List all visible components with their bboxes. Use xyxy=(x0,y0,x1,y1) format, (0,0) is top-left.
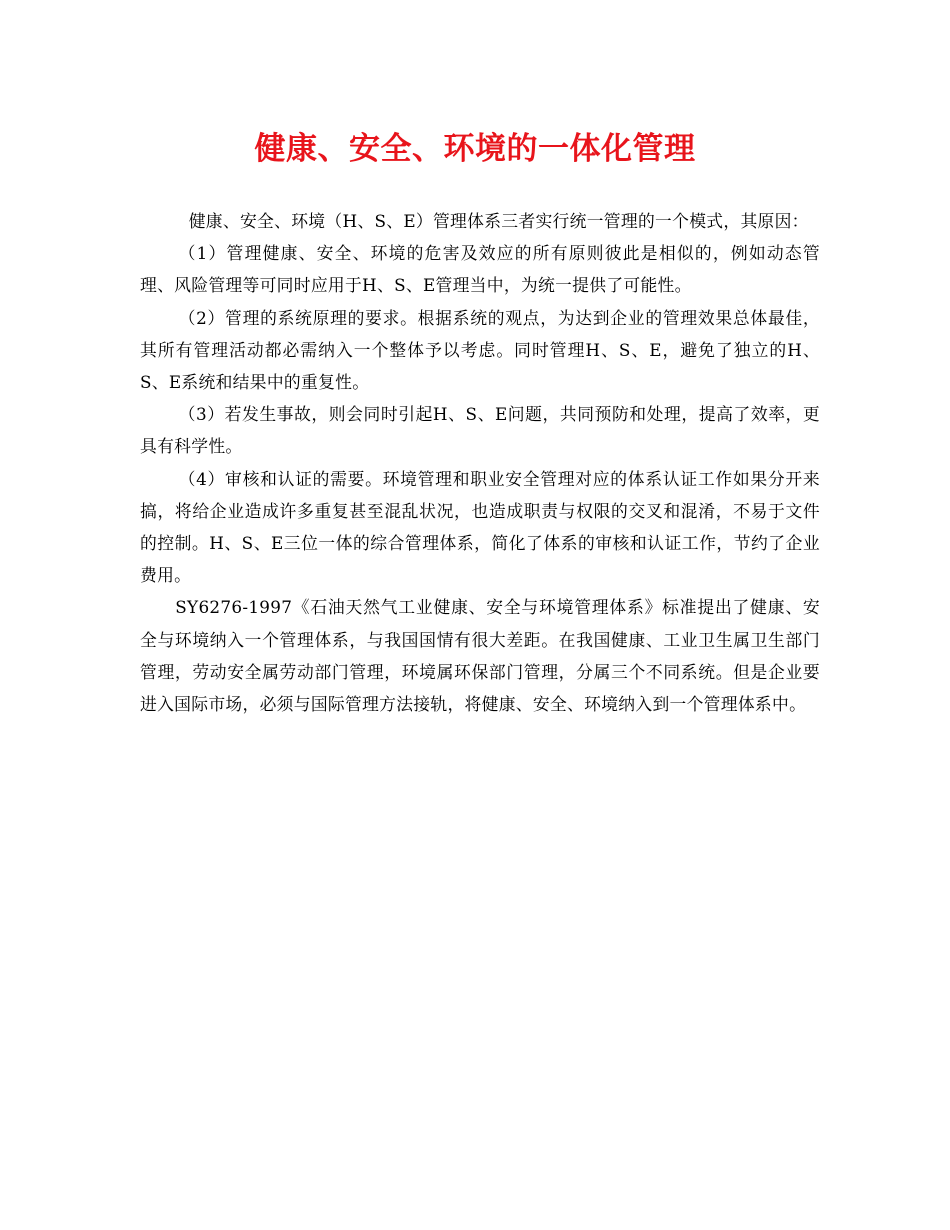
paragraph-standard: SY6276-1997《石油天然气工业健康、安全与环境管理体系》标准提出了健康、安全与环境纳入一个管理体系，与我国国情有很大差距。在我国健康、工业卫生属卫生部门管理，劳动安全属劳动部门管理，环境属环保部门管理，分属三个不同系统。但是企业要进入国际市场，必须与国际管理方法接轨，将健康、安全、环境纳入到一个管理体系中。 xyxy=(140,597,820,715)
paragraph-intro: 健康、安全、环境（H、S、E）管理体系三者实行统一管理的一个模式，其原因： xyxy=(188,211,809,231)
paragraph-item-2: （2）管理的系统原理的要求。根据系统的观点，为达到企业的管理效果总体最佳，其所有管理活动都必需纳入一个整体予以考虑。同时管理H、S、E，避免了独立的H、S、E系统和结果中的重复性。 xyxy=(140,307,820,393)
paragraph-item-4: （4）审核和认证的需要。环境管理和职业安全管理对应的体系认证工作如果分开来搞，将给企业造成许多重复甚至混乱状况，也造成职责与权限的交叉和混淆，不易于文件的控制。H、S、E三位一体的综合管理体系，简化了体系的审核和认证工作，节约了企业费用。 xyxy=(140,468,820,586)
paragraph-item-3: （3）若发生事故，则会同时引起H、S、E问题，共同预防和处理，提高了效率，更具有科学性。 xyxy=(140,404,820,457)
paragraph-item-1: （1）管理健康、安全、环境的危害及效应的所有原则彼此是相似的，例如动态管理、风险管理等可同时应用于H、S、E管理当中，为统一提供了可能性。 xyxy=(140,243,820,296)
document-body xyxy=(140,205,820,720)
document-title: 健康、安全、环境的一体化管理 xyxy=(254,131,696,167)
